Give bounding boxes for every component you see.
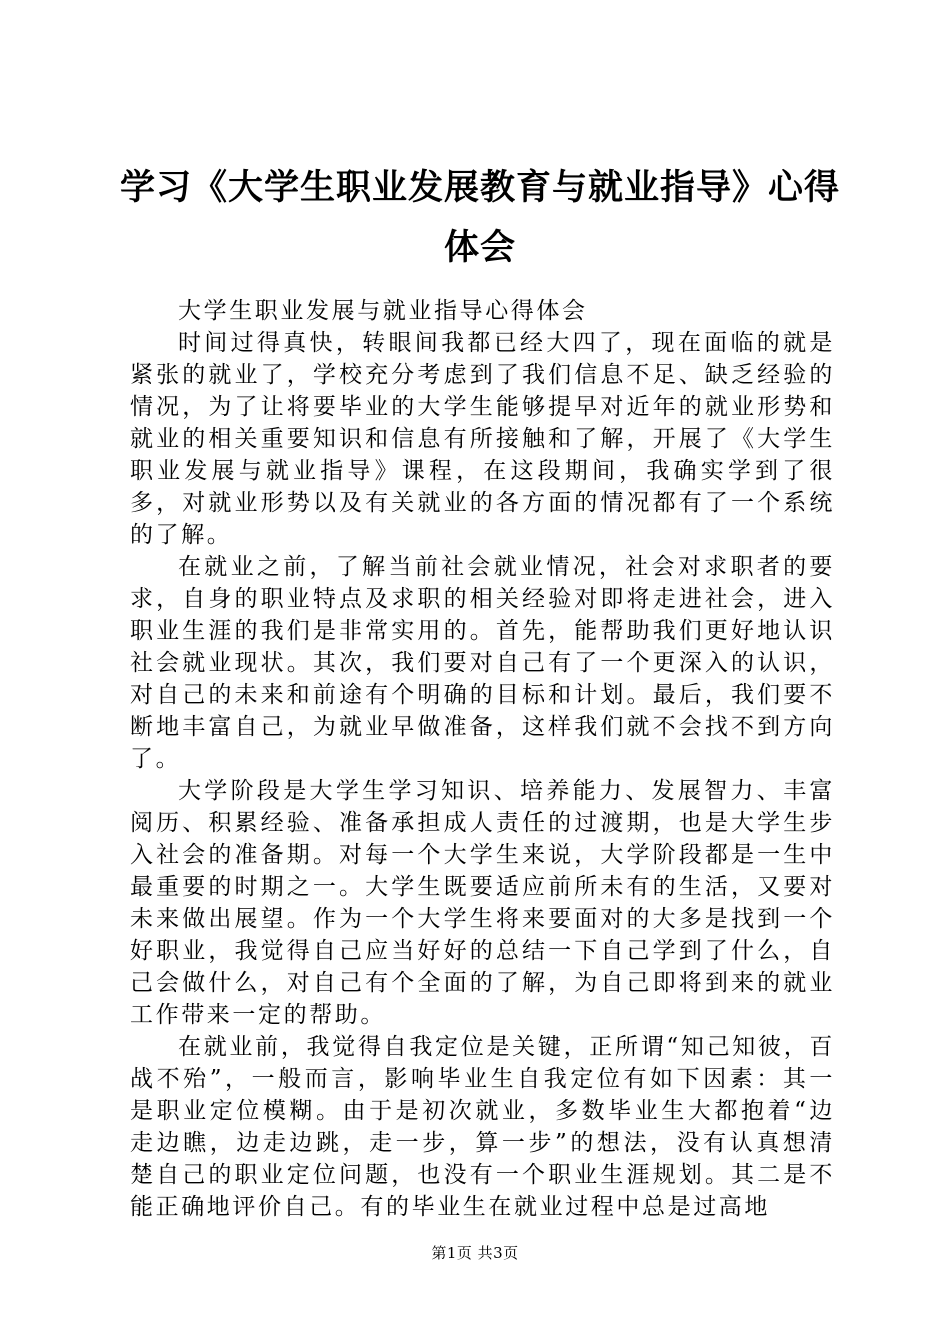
page-number-footer: 第1页 共3页: [431, 1244, 519, 1262]
document-subtitle: 大学生职业发展与就业指导心得体会: [178, 298, 588, 324]
document-body: [130, 295, 835, 1223]
paragraph: 时间过得真快，转眼间我都已经大四了，现在面临的就是紧张的就业了，学校充分考虑到了我们信息不足、缺乏经验的情况，为了让将要毕业的大学生能够提早对近年的就业形势和就业的相关重要知识和信息有所接触和了解，开展了《大学生职业发展与就业指导》课程，在这段期间，我确实学到了很多，对就业形势以及有关就业的各方面的情况都有了一个系统的了解。: [130, 330, 835, 548]
paragraph: 大学阶段是大学生学习知识、培养能力、发展智力、丰富阅历、积累经验、准备承担成人责任的过渡期，也是大学生步入社会的准备期。对每一个大学生来说，大学阶段都是一生中最重要的时期之一。大学生既要适应前所未有的生活，又要对未来做出展望。作为一个大学生将来要面对的大多是找到一个好职业，我觉得自己应当好好的总结一下自己学到了什么，自己会做什么，对自己有个全面的了解，为自己即将到来的就业工作带来一定的帮助。: [130, 778, 835, 1028]
document-title: 学习《大学生职业发展教育与就业指导》心得体会: [120, 168, 841, 268]
paragraph: 在就业前，我觉得自我定位是关键，正所谓“知己知彼，百战不殆”，一般而言，影响毕业生自我定位有如下因素：其一是职业定位模糊。由于是初次就业，多数毕业生大都抱着“边走边瞧，边走边跳，走一步，算一步”的想法，没有认真想清楚自己的职业定位问题，也没有一个职业生涯规划。其二是不能正确地评价自己。有的毕业生在就业过程中总是过高地: [130, 1034, 835, 1220]
paragraph: 在就业之前，了解当前社会就业情况，社会对求职者的要求，自身的职业特点及求职的相关经验对即将走进社会，进入职业生涯的我们是非常实用的。首先，能帮助我们更好地认识社会就业现状。其次，我们要对自己有了一个更深入的认识，对自己的未来和前途有个明确的目标和计划。最后，我们要不断地丰富自己，为就业早做准备，这样我们就不会找不到方向了。: [130, 554, 835, 772]
